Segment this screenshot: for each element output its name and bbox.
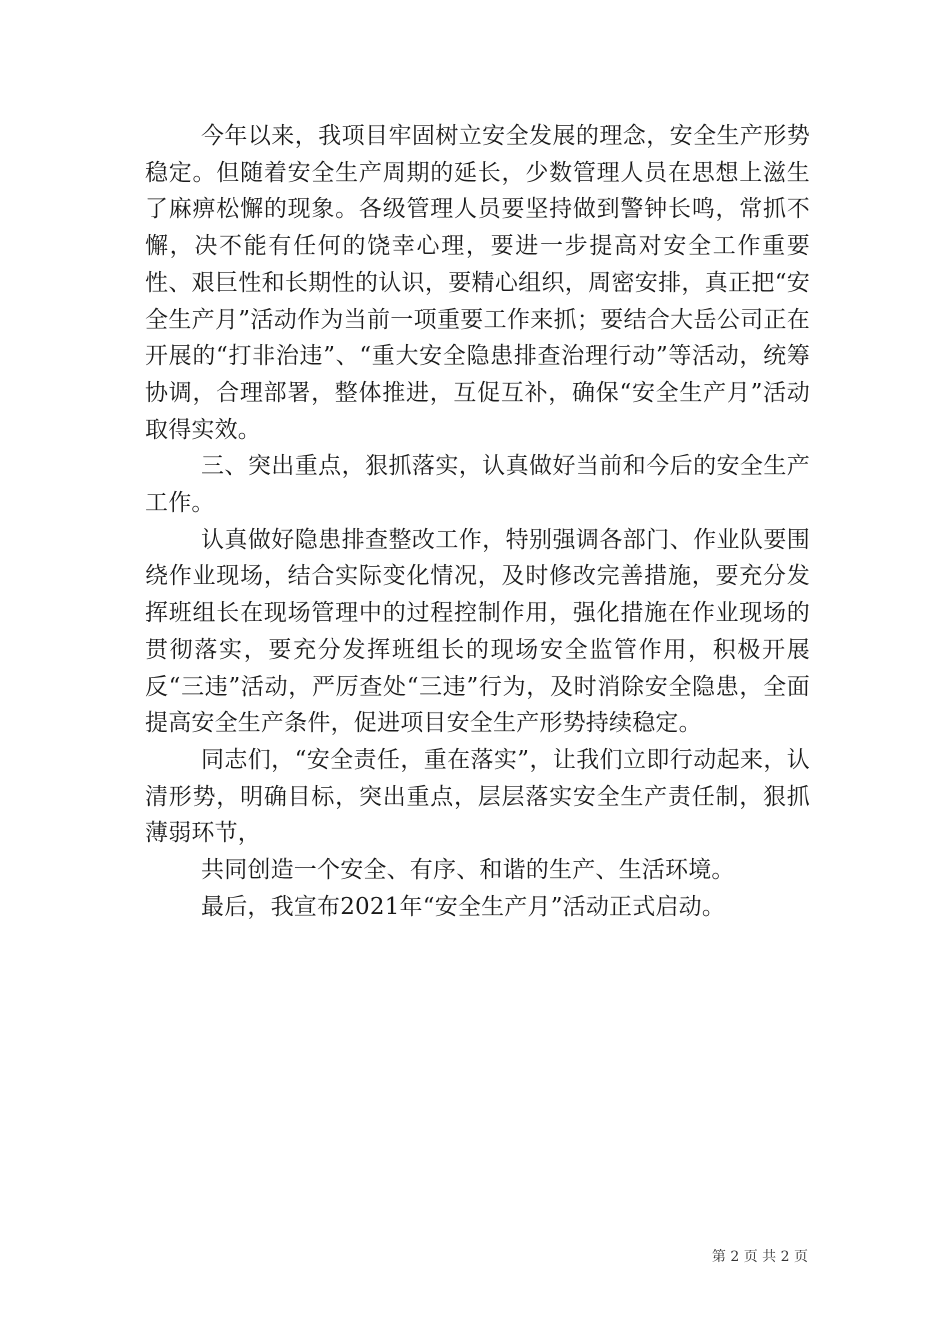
paragraph-hazard-inspection: 认真做好隐患排查整改工作，特别强调各部门、作业队要围绕作业现场，结合实际变化情况，及时修改完善措施，要充分发挥班组长在现场管理中的过程控制作用，强化措施在作业现场的贯彻落实，要充分发挥班组长的现场安全监管作用，积极开展反“三违”活动，严厉查处“三违”行为，及时消除安全隐患，全面提高安全生产条件，促进项目安全生产形势持续稳定。 <box>145 526 810 737</box>
document-body <box>145 118 810 925</box>
paragraph-call-to-action: 同志们，“安全责任，重在落实”，让我们立即行动起来，认清形势，明确目标，突出重点，层层落实安全生产责任制，狠抓薄弱环节， <box>145 746 810 847</box>
page-number-footer: 第 2 页 共 2 页 <box>711 1249 808 1265</box>
paragraph-environment: 共同创造一个安全、有序、和谐的生产、生活环境。 <box>201 857 735 884</box>
paragraph-launch-announcement: 最后，我宣布2021年“安全生产月”活动正式启动。 <box>201 893 726 920</box>
paragraph-intro: 今年以来，我项目牢固树立安全发展的理念，安全生产形势稳定。但随着安全生产周期的延长，少数管理人员在思想上滋生了麻痹松懈的现象。各级管理人员要坚持做到警钟长鸣，常抓不懈，决不能有任何的饶幸心理，要进一步提高对安全工作重要性、艰巨性和长期性的认识，要精心组织，周密安排，真正把“安全生产月”活动作为当前一项重要工作来抓；要结合大岳公司正在开展的“打非治违”、“重大安全隐患排查治理行动”等活动，统筹协调，合理部署，整体推进，互促互补，确保“安全生产月”活动取得实效。 <box>145 123 810 443</box>
paragraph-section-three-heading: 三、突出重点，狠抓落实，认真做好当前和今后的安全生产工作。 <box>145 453 810 517</box>
